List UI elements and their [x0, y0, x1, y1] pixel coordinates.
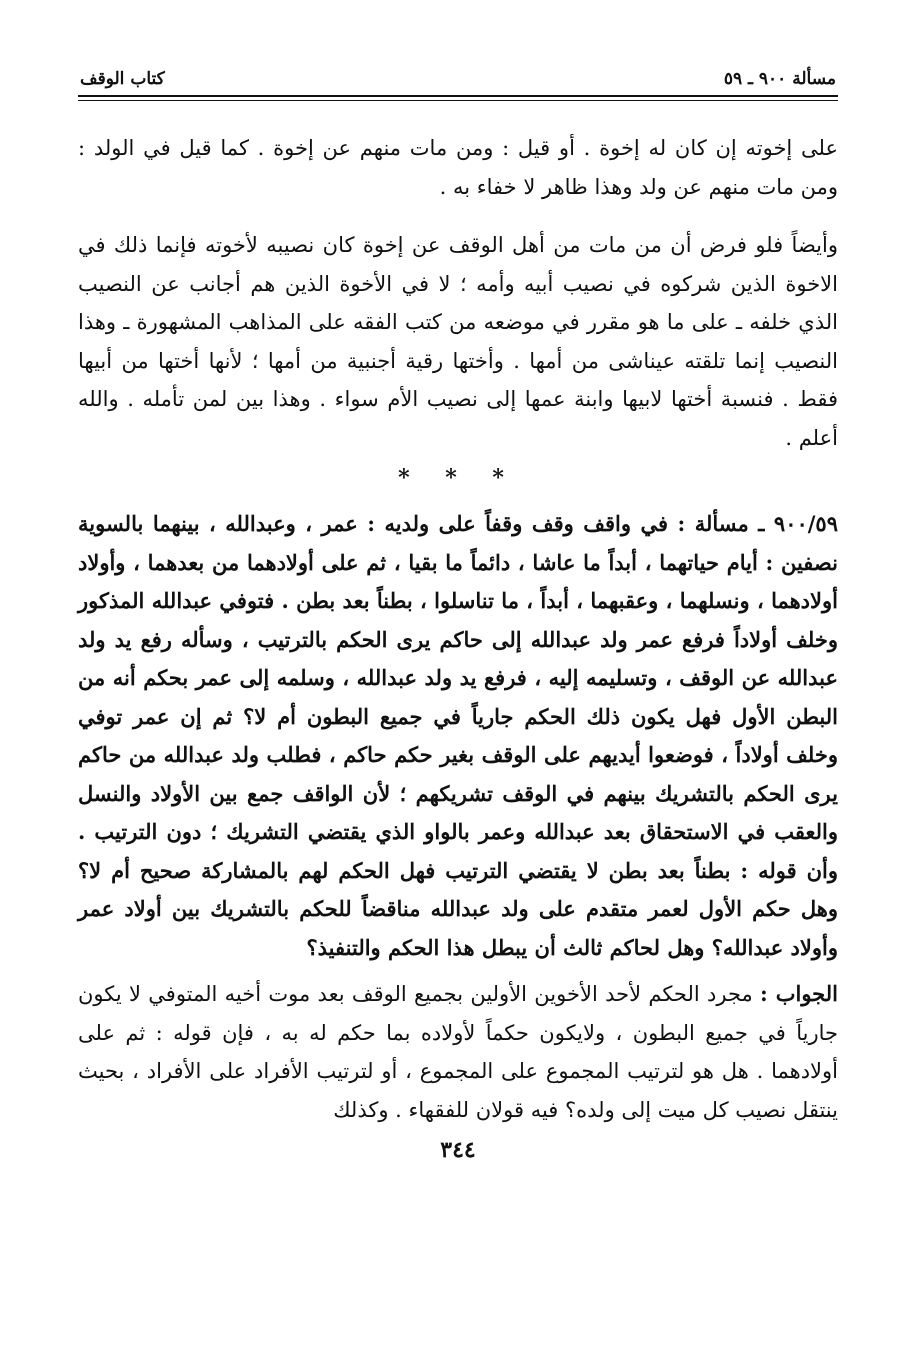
page-number: ٣٤٤ [440, 1137, 476, 1163]
question-block [78, 505, 838, 967]
answer-text: مجرد الحكم لأحد الأخوين الأولين بجميع الوقف بعد موت أخيه المتوفي لا يكون جارياً في جميع البطون ، ولايكون حكماً لأولاده بما حكم له به ، فإن قوله : ثم على أولادهما . هل هو لترتيب المجموع على المجموع ، أو لترتيب الأفراد على الأفراد ، بحيث ينتقل نصيب كل ميت إلى ولده؟ فيه قولان للفقهاء . وكذلك [78, 982, 838, 1122]
answer-label: الجواب : [760, 981, 838, 1006]
running-header [78, 55, 838, 97]
section-separator: * * * [398, 465, 518, 491]
header-divider [78, 100, 838, 101]
answer-block [78, 975, 838, 1129]
paragraph-1: على إخوته إن كان له إخوة . أو قيل : ومن مات منهم عن إخوة . كما قيل في الولد : ومن مات منهم عن ولد وهذا ظاهر لا خفاء به . [78, 136, 838, 199]
header-book-title: كتاب الوقف [80, 69, 165, 89]
paragraph-2: وأيضاً فلو فرض أن من مات من أهل الوقف عن إخوة كان نصيبه لأخوته فإنما ذلك في الاخوة الذين شركوه في نصيب أبيه وأمه ؛ لا في الأخوة الذين هم أجانب عن النصيب الذي خلفه ـ على ما هو مقرر في موضعه من كتب الفقه على المذاهب المشهورة ـ وهذا النصيب إنما تلقته عيناشى من أمها . وأختها رقية أجنبية من أمها ؛ لأنها أختها من أبيها فقط . فنسبة أختها لابيها وابنة عمها إلى نصيب الأم سواء . وهذا بين لمن تأمله . والله أعلم . [78, 233, 838, 450]
header-issue-label: مسألة ٩٠٠ ـ ٥٩ [723, 69, 836, 89]
question-number: ٩٠٠/٥٩ ـ مسألة : [677, 511, 838, 536]
question-text: في واقف وقف وقفاً على ولديه : عمر ، وعبدالله ، بينهما بالسوية نصفين : أيام حياتهما ، أبداً ما عاشا ، دائماً ما بقيا ، ثم على أولادهما من بعدهما ، وأولاد أولادهما ، ونسلهما ، وعقبهما ، أبداً ، ما تناسلوا ، بطناً بعد بطن . فتوفي عبدالله المذكور وخلف أولاداً فرفع عمر ولد عبدالله إلى حاكم يرى الحكم بالترتيب ، وسأله رفع يد ولد عبدالله عن الوقف ، وتسليمه إليه ، فرفع يد ولد عبدالله ، وسلمه إلى عمر بحكم أنه من البطن الأول فهل يكون ذلك الحكم جارياً في جميع البطون أم لا؟ ثم إن عمر توفي وخلف أولاداً ، فوضعوا أيديهم على الوقف بغير حكم حاكم ، فطلب ولد عبدالله من حاكم يرى الحكم بالتشريك بينهم في الوقف تشريكهم ؛ لأن الواقف جمع بين الأولاد والنسل والعقب في الاستحقاق بعد عبدالله وعمر بالواو الذي يقتضي التشريك ؛ دون الترتيب . وأن قوله : بطناً بعد بطن لا يقتضي الترتيب فهل الحكم لهم بالمشاركة صحيح أم لا؟ وهل حكم الأول لعمر متقدم على ولد عبدالله مناقضاً للحكم بالتشريك بين أولاد عمر وأولاد عبدالله؟ وهل لحاكم ثالث أن يبطل هذا الحكم والتنفيذ؟ [78, 511, 838, 960]
